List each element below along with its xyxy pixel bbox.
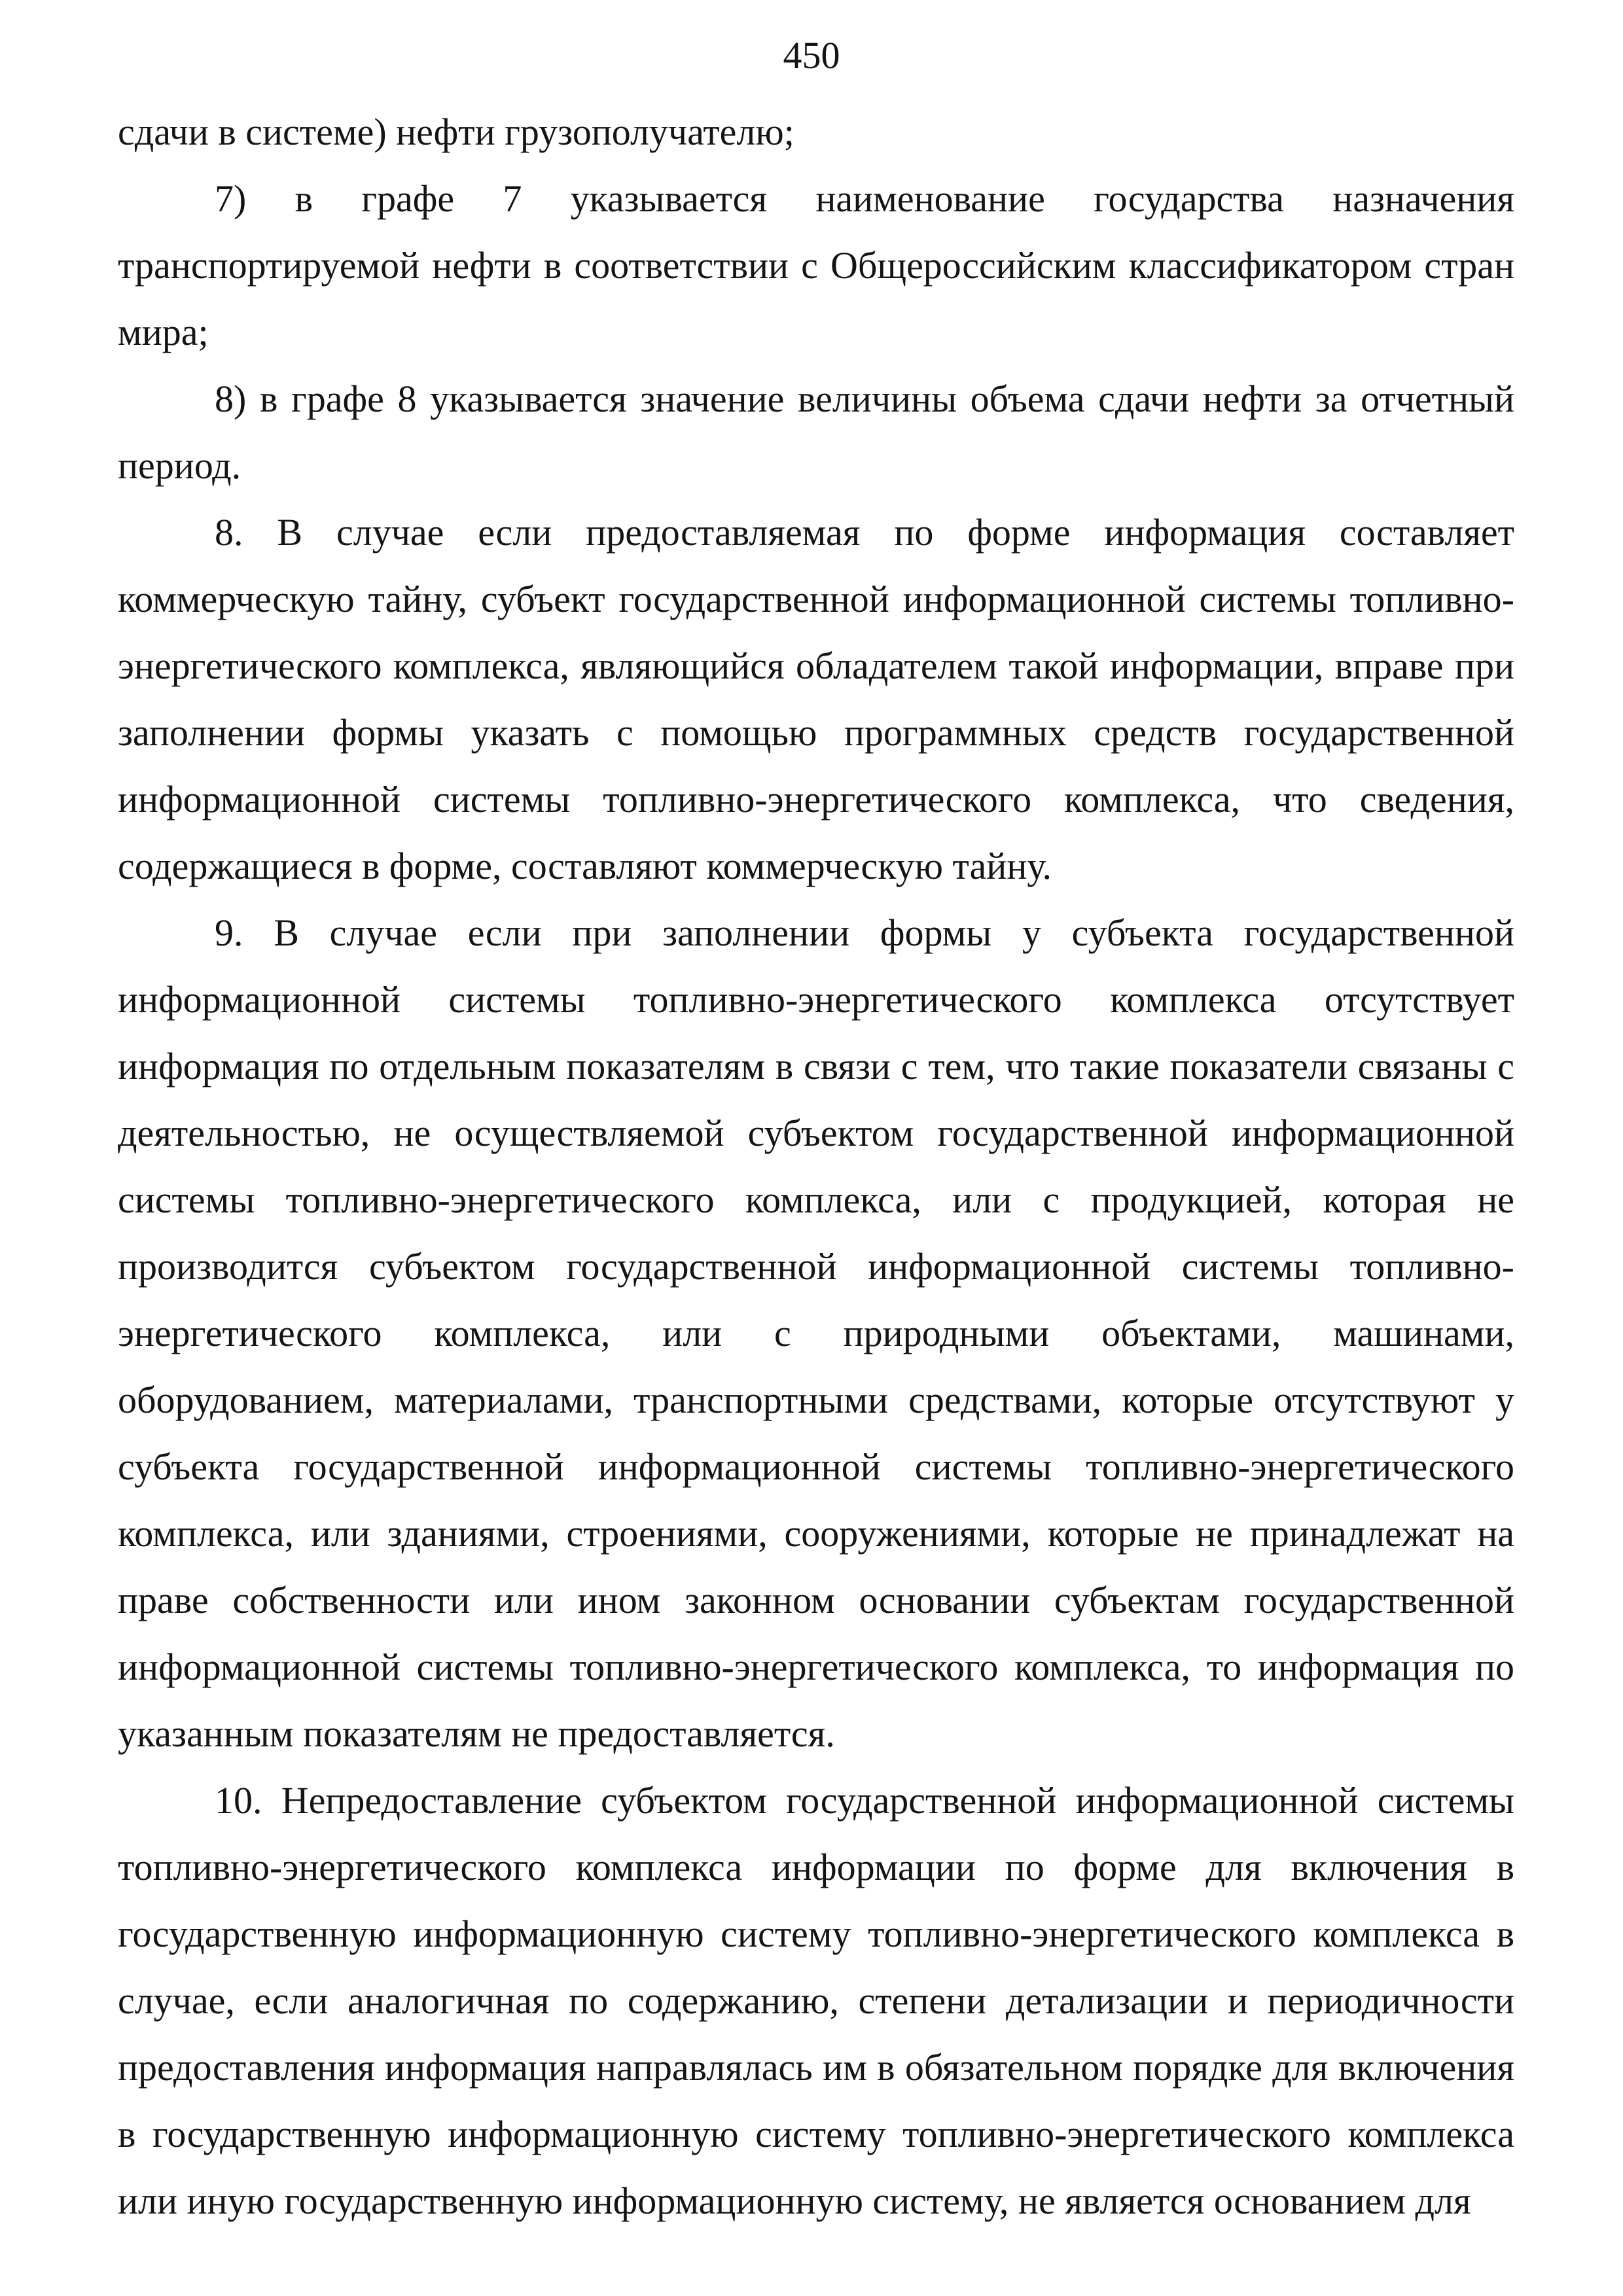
paragraph-item-7: 7) в графе 7 указывается наименование государства назначения транспортируемой нефти в соответствии с Общероссийским классификатором стран мира; [118,177,1514,353]
paragraph-clause-8: 8. В случае если предоставляемая по форме информация составляет коммерческую тайну, субъект государственной информационной системы топливно-энергетического комплекса, являющийся обладателем такой информации, вправе при заполнении формы указать с помощью программных средств государственной информационной системы топливно-энергетического комплекса, что сведения, содержащиеся в форме, составляют коммерческую тайну. [118,511,1514,887]
page-number: 450 [783,34,840,77]
paragraph-continuation: сдачи в системе) нефти грузополучателю; [118,111,794,153]
document-body [118,99,1514,2234]
paragraph-clause-9: 9. В случае если при заполнении формы у субъекта государственной информационной системы топливно-энергетического комплекса отсутствует информация по отдельным показателям в связи с тем, что такие показатели связаны с деятельностью, не осуществляемой субъектом государственной информационной системы топливно-энергетического комплекса, или с продукцией, которая не производится субъектом государственной информационной системы топливно-энергетического комплекса, или с природными объектами, машинами, оборудованием, материалами, транспортными средствами, которые отсутствуют у субъекта государственной информационной системы топливно-энергетического комплекса, или зданиями, строениями, сооружениями, которые не принадлежат на праве собственности или ином законном основании субъектам государственной информационной системы топливно-энергетического комплекса, то информация по указанным показателям не предоставляется. [118,911,1514,1755]
paragraph-item-8: 8) в графе 8 указывается значение величины объема сдачи нефти за отчетный период. [118,378,1514,487]
paragraph-clause-10: 10. Непредоставление субъектом государственной информационной системы топливно-энергетического комплекса информации по форме для включения в государственную информационную систему топливно-энергетического комплекса в случае, если аналогичная по содержанию, степени детализации и периодичности предоставления информация направлялась им в обязательном порядке для включения в государственную информационную систему топливно-энергетического комплекса или иную государственную информационную систему, не является основанием для [118,1779,1514,2222]
